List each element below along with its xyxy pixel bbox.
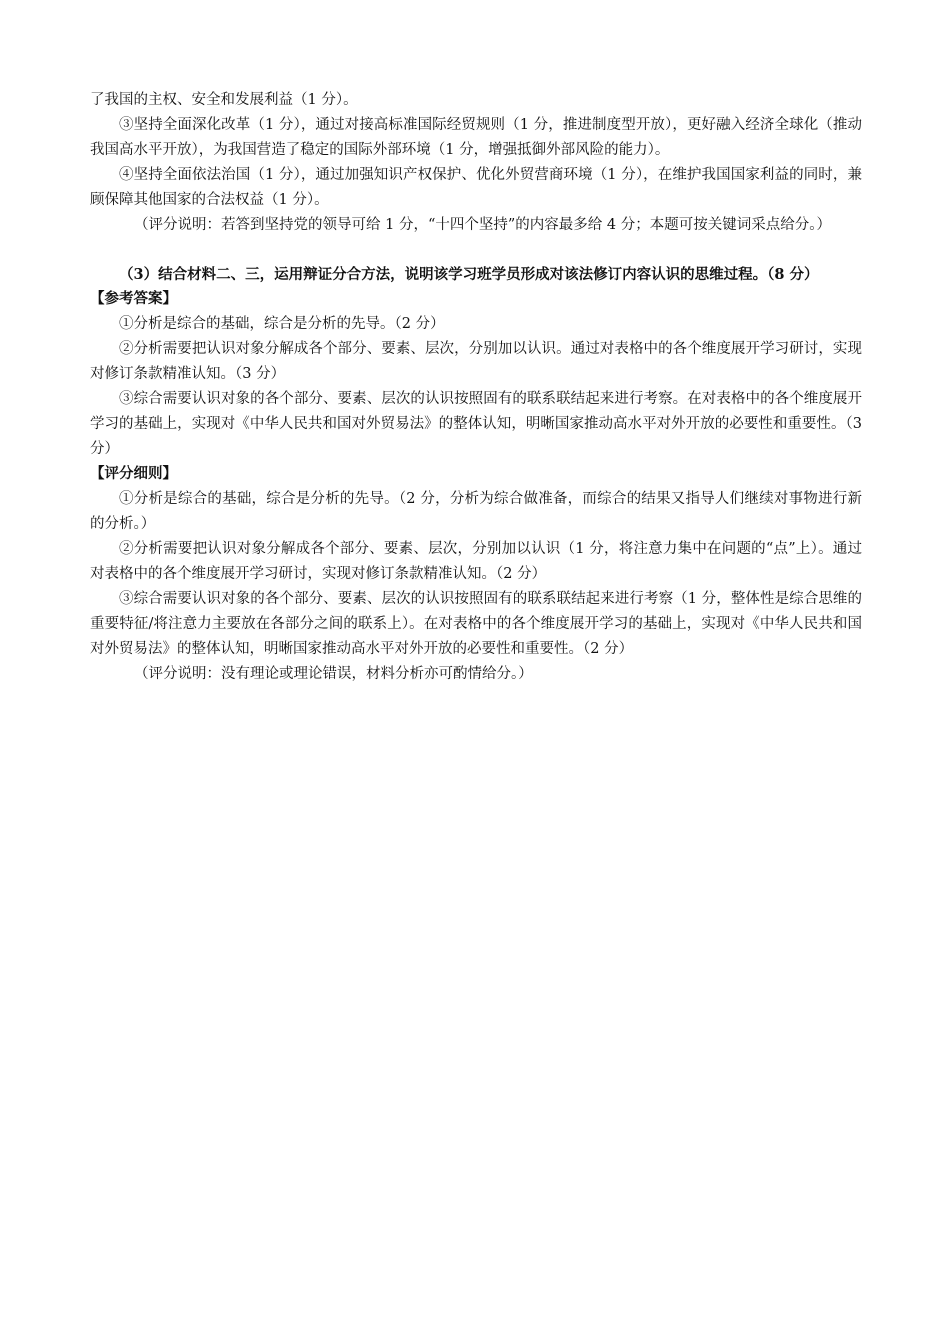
scoring-rule-item: ①分析是综合的基础，综合是分析的先导。（2 分，分析为综合做准备，而综合的结果又指导人们继续对事物进行新的分析。） <box>90 491 862 532</box>
document-page <box>90 88 862 687</box>
section-spacer <box>90 238 862 262</box>
reference-answer-heading: 【参考答案】 <box>90 291 177 307</box>
scoring-rule-item: ③综合需要认识对象的各个部分、要素、层次的认识按照固有的联系联结起来进行考察（1 分，整体性是综合思维的重要特征/将注意力主要放在各部分之间的联系上）。在对表格中的各个维度展开学习的基础上，实现对《中华人民共和国对外贸易法》的整体认知，明晰国家推动高水平对外开放的必要性和重要性。（2 分） <box>90 591 862 657</box>
scoring-rule-item: ②分析需要把认识对象分解成各个部分、要素、层次，分别加以认识（1 分，将注意力集中在问题的“点”上）。通过对表格中的各个维度展开学习研讨，实现对修订条款精准认知。（2 分） <box>90 541 862 582</box>
previous-answer-line-tail: 了我国的主权、安全和发展利益（1 分）。 <box>90 92 358 108</box>
scoring-rules-heading: 【评分细则】 <box>90 466 177 482</box>
reference-answer-item: ③综合需要认识对象的各个部分、要素、层次的认识按照固有的联系联结起来进行考察。在对表格中的各个维度展开学习的基础上，实现对《中华人民共和国对外贸易法》的整体认知，明晰国家推动高水平对外开放的必要性和重要性。（3 分） <box>90 391 862 457</box>
scoring-rules-note: （评分说明：没有理论或理论错误，材料分析亦可酌情给分。） <box>134 666 533 682</box>
question-3-prompt: （3）结合材料二、三，运用辩证分合方法，说明该学习班学员形成对该法修订内容认识的思维过程。（8 分） <box>119 266 819 283</box>
previous-scoring-note: （评分说明：若答到坚持党的领导可给 1 分，“十四个坚持”的内容最多给 4 分；本题可按关键词采点给分。） <box>134 217 831 233</box>
reference-answer-item: ②分析需要把认识对象分解成各个部分、要素、层次，分别加以认识。通过对表格中的各个维度展开学习研讨，实现对修订条款精准认知。（3 分） <box>90 341 862 382</box>
reference-answer-item: ①分析是综合的基础，综合是分析的先导。（2 分） <box>119 316 445 332</box>
previous-answer-point-4: ④坚持全面依法治国（1 分），通过加强知识产权保护、优化外贸营商环境（1 分），在维护我国国家利益的同时，兼顾保障其他国家的合法权益（1 分）。 <box>90 167 862 208</box>
previous-answer-point-3: ③坚持全面深化改革（1 分），通过对接高标准国际经贸规则（1 分，推进制度型开放），更好融入经济全球化（推动我国高水平开放），为我国营造了稳定的国际外部环境（1 分，增强抵御外部风险的能力）。 <box>90 117 862 158</box>
